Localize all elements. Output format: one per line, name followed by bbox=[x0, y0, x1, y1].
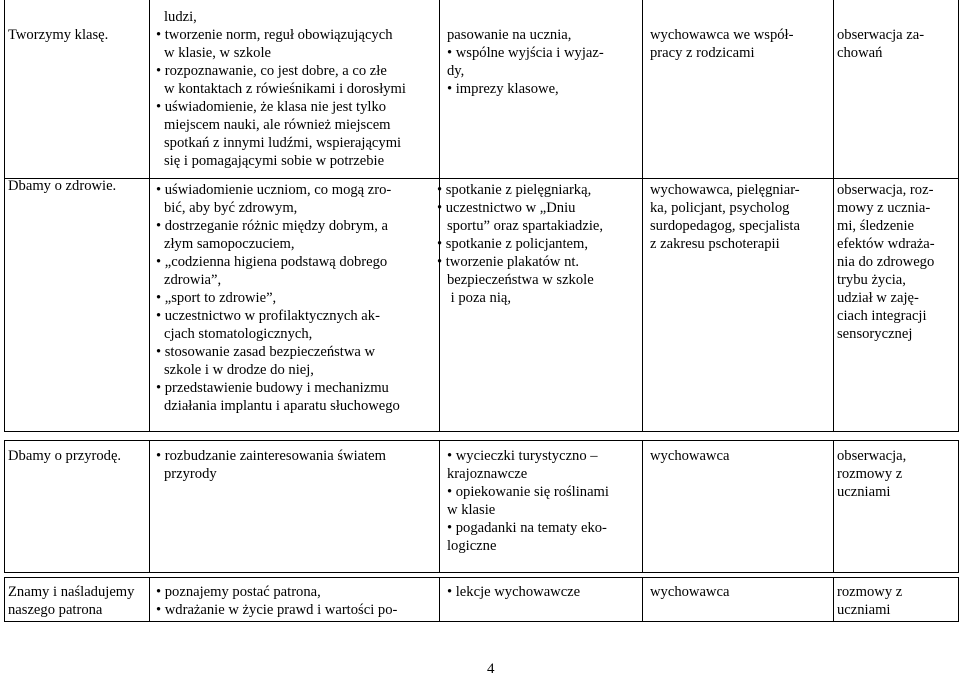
form-line: • spotkanie z pielęgniarką, bbox=[437, 182, 592, 198]
goal-line: złym samopoczuciem, bbox=[164, 236, 295, 252]
goal-line: w kontaktach z rówieśnikami i dorosłymi bbox=[164, 81, 406, 97]
responsible-cell bbox=[650, 26, 830, 62]
responsible-line: wychowawca bbox=[650, 584, 730, 600]
goal-line: • „codzienna higiena podstawą dobrego bbox=[156, 254, 388, 270]
goal-line: • poznajemy postać patrona, bbox=[156, 584, 321, 600]
topic-line: Dbamy o przyrodę. bbox=[8, 448, 122, 464]
form-line: krajoznawcze bbox=[447, 466, 528, 482]
evaluation-line: trybu życia, bbox=[837, 272, 906, 288]
goal-line: • wdrażanie w życie prawd i wartości po- bbox=[156, 602, 398, 618]
goal-line: • uświadomienie, że klasa nie jest tylko bbox=[156, 99, 387, 115]
table-border bbox=[958, 0, 959, 432]
goal-line: • rozpoznawanie, co jest dobre, a co złe bbox=[156, 63, 387, 79]
evaluation-line: obserwacja za- bbox=[837, 27, 925, 43]
table-border bbox=[4, 577, 959, 578]
topic-line: Dbamy o zdrowie. bbox=[8, 178, 117, 194]
form-line: bezpieczeństwa w szkole bbox=[447, 272, 594, 288]
page-number: 4 bbox=[487, 661, 495, 677]
goals-cell bbox=[156, 447, 436, 483]
table-border bbox=[4, 178, 959, 179]
form-line: pasowanie na ucznia, bbox=[447, 27, 572, 43]
goal-line: bić, aby być zdrowym, bbox=[164, 200, 298, 216]
evaluation-line: uczniami bbox=[837, 484, 891, 500]
table-border bbox=[4, 0, 5, 432]
responsible-line: surdopedagog, specjalista bbox=[650, 218, 800, 234]
goal-line: cjach stomatologicznych, bbox=[164, 326, 313, 342]
evaluation-line: nia do zdrowego bbox=[837, 254, 935, 270]
table-border bbox=[4, 431, 959, 432]
goal-line: • tworzenie norm, reguł obowiązujących bbox=[156, 27, 393, 43]
responsible-cell bbox=[650, 181, 830, 253]
evaluation-line: sensorycznej bbox=[837, 326, 913, 342]
goal-line: • „sport to zdrowie”, bbox=[156, 290, 277, 306]
forms-cell bbox=[447, 583, 641, 601]
evaluation-cell bbox=[837, 181, 957, 343]
goal-line: • rozbudzanie zainteresowania światem bbox=[156, 448, 386, 464]
table-border bbox=[4, 572, 959, 573]
form-line: • lekcje wychowawcze bbox=[447, 584, 581, 600]
table-border bbox=[833, 577, 834, 622]
evaluation-cell bbox=[837, 26, 957, 62]
evaluation-line: chowań bbox=[837, 45, 883, 61]
table-border bbox=[439, 440, 440, 573]
goal-line: • stosowanie zasad bezpieczeństwa w bbox=[156, 344, 376, 360]
responsible-line: ka, policjant, psycholog bbox=[650, 200, 790, 216]
topic-line: Tworzymy klasę. bbox=[8, 27, 109, 43]
responsible-line: wychowawca we współ- bbox=[650, 27, 794, 43]
evaluation-line: mowy z ucznia- bbox=[837, 200, 931, 216]
evaluation-line: uczniami bbox=[837, 602, 891, 618]
topic-cell bbox=[8, 26, 146, 44]
table-border bbox=[958, 577, 959, 622]
topic-cell bbox=[8, 177, 146, 195]
form-line: • imprezy klasowe, bbox=[447, 81, 559, 97]
evaluation-cell bbox=[837, 447, 957, 501]
table-border bbox=[149, 440, 150, 573]
form-line: w klasie bbox=[447, 502, 496, 518]
form-line: • spotkanie z policjantem, bbox=[437, 236, 589, 252]
evaluation-cell bbox=[837, 583, 957, 619]
topic-line: Znamy i naśladujemy bbox=[8, 584, 135, 600]
form-line: sportu” oraz spartakiadzie, bbox=[447, 218, 603, 234]
table-border bbox=[642, 577, 643, 622]
goal-line: miejscem nauki, ale również miejscem bbox=[164, 117, 391, 133]
form-line: i poza nią, bbox=[447, 290, 512, 306]
responsible-cell bbox=[650, 583, 830, 601]
form-line: • tworzenie plakatów nt. bbox=[437, 254, 580, 270]
evaluation-line: ciach integracji bbox=[837, 308, 927, 324]
evaluation-line: mi, śledzenie bbox=[837, 218, 914, 234]
evaluation-line: obserwacja, bbox=[837, 448, 907, 464]
goal-line: • uświadomienie uczniom, co mogą zro- bbox=[156, 182, 392, 198]
responsible-cell bbox=[650, 447, 830, 465]
form-line: dy, bbox=[447, 63, 465, 79]
responsible-line: wychowawca bbox=[650, 448, 730, 464]
table-border bbox=[439, 577, 440, 622]
table-border bbox=[4, 440, 5, 573]
evaluation-line: rozmowy z bbox=[837, 466, 903, 482]
table-border bbox=[149, 0, 150, 432]
form-line: • pogadanki na tematy eko- bbox=[447, 520, 607, 536]
evaluation-line: udział w zaję- bbox=[837, 290, 919, 306]
table-border bbox=[958, 440, 959, 573]
forms-cell bbox=[447, 26, 641, 98]
table-border bbox=[642, 440, 643, 573]
table-border bbox=[833, 0, 834, 432]
goal-line: spotkań z innymi ludźmi, wspierającymi bbox=[164, 135, 402, 151]
responsible-line: pracy z rodzicami bbox=[650, 45, 755, 61]
form-line: • wspólne wyjścia i wyjaz- bbox=[447, 45, 604, 61]
form-line: • uczestnictwo w „Dniu bbox=[437, 200, 576, 216]
goals-cell bbox=[156, 181, 436, 415]
evaluation-line: efektów wdraża- bbox=[837, 236, 935, 252]
goal-line: • uczestnictwo w profilaktycznych ak- bbox=[156, 308, 380, 324]
topic-cell bbox=[8, 447, 146, 465]
topic-line: naszego patrona bbox=[8, 602, 103, 618]
table-border bbox=[642, 0, 643, 432]
table-border bbox=[833, 440, 834, 573]
table-border bbox=[4, 621, 959, 622]
evaluation-line: rozmowy z bbox=[837, 584, 903, 600]
goal-line: • dostrzeganie różnic między dobrym, a bbox=[156, 218, 389, 234]
goals-cell bbox=[156, 8, 436, 170]
responsible-line: z zakresu pschoterapii bbox=[650, 236, 780, 252]
forms-cell bbox=[447, 447, 641, 555]
goals-cell bbox=[156, 583, 438, 619]
goal-line: ludzi, bbox=[164, 9, 197, 25]
goal-line: przyrody bbox=[164, 466, 217, 482]
form-line: • opiekowanie się roślinami bbox=[447, 484, 609, 500]
table-border bbox=[4, 440, 959, 441]
responsible-line: wychowawca, pielęgniar- bbox=[650, 182, 800, 198]
goal-line: się i pomagającymi sobie w potrzebie bbox=[164, 153, 385, 169]
goal-line: szkole i w drodze do niej, bbox=[164, 362, 314, 378]
evaluation-line: obserwacja, roz- bbox=[837, 182, 934, 198]
goal-line: w klasie, w szkole bbox=[164, 45, 271, 61]
table-border bbox=[149, 577, 150, 622]
form-line: • wycieczki turystyczno – bbox=[447, 448, 598, 464]
goal-line: • przedstawienie budowy i mechanizmu bbox=[156, 380, 389, 396]
forms-cell bbox=[437, 181, 641, 307]
table-border bbox=[4, 577, 5, 622]
goal-line: zdrowia”, bbox=[164, 272, 222, 288]
goal-line: działania implantu i aparatu słuchowego bbox=[164, 398, 400, 414]
topic-cell bbox=[8, 583, 146, 619]
form-line: logiczne bbox=[447, 538, 497, 554]
